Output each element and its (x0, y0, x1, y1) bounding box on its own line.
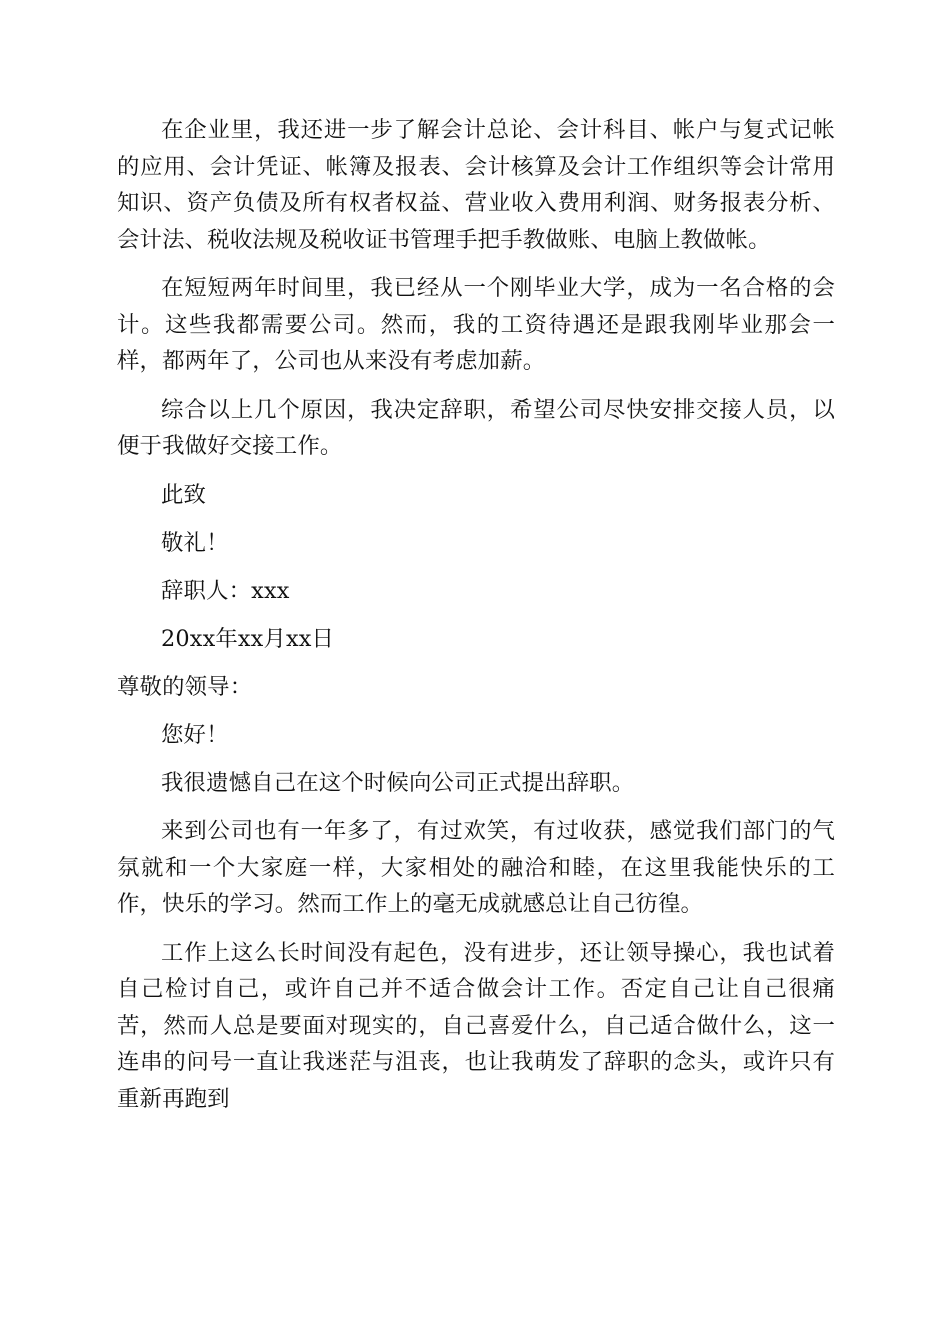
closing-resigner: 辞职人：xxx (161, 577, 290, 604)
closing-zhici: 此致 (161, 481, 207, 508)
closing-jingli: 敬礼！ (161, 529, 229, 556)
letter2-salutation: 尊敬的领导： (117, 673, 253, 700)
paragraph-two-years: 在短短两年时间里，我已经从一个刚毕业大学，成为一名合格的会计。这些我都需要公司。然而，我的工资待遇还是跟我刚毕业那会一样，都两年了，公司也从来没有考虑加薪。 (117, 275, 835, 374)
paragraph-decision: 综合以上几个原因，我决定辞职，希望公司尽快安排交接人员，以便于我做好交接工作。 (117, 396, 835, 459)
document-body (117, 112, 835, 1129)
letter2-greeting: 您好！ (161, 721, 229, 748)
closing-date: 20xx年xx月xx日 (161, 625, 335, 652)
letter2-paragraph-company-life: 来到公司也有一年多了，有过欢笑，有过收获，感觉我们部门的气氛就和一个大家庭一样，大家相处的融洽和睦，在这里我能快乐的工作，快乐的学习。然而工作上的毫无成就感总让自己彷徨。 (117, 818, 835, 917)
paragraph-accounting-knowledge: 在企业里，我还进一步了解会计总论、会计科目、帐户与复式记帐的应用、会计凭证、帐簿及报表、会计核算及会计工作组织等会计常用知识、资产负债及所有权者权益、营业收入费用利润、财务报表分析、会计法、税收法规及税收证书管理手把手教做账、电脑上教做帐。 (117, 117, 835, 253)
letter2-paragraph-self-review: 工作上这么长时间没有起色，没有进步，还让领导操心，我也试着自己检讨自己，或许自己并不适合做会计工作。否定自己让自己很痛苦，然而人总是要面对现实的，自己喜爱什么，自己适合做什么，这一连串的问号一直让我迷茫与沮丧，也让我萌发了辞职的念头，或许只有重新再跑到 (117, 939, 835, 1112)
letter2-paragraph-regret: 我很遗憾自己在这个时候向公司正式提出辞职。 (161, 769, 635, 796)
